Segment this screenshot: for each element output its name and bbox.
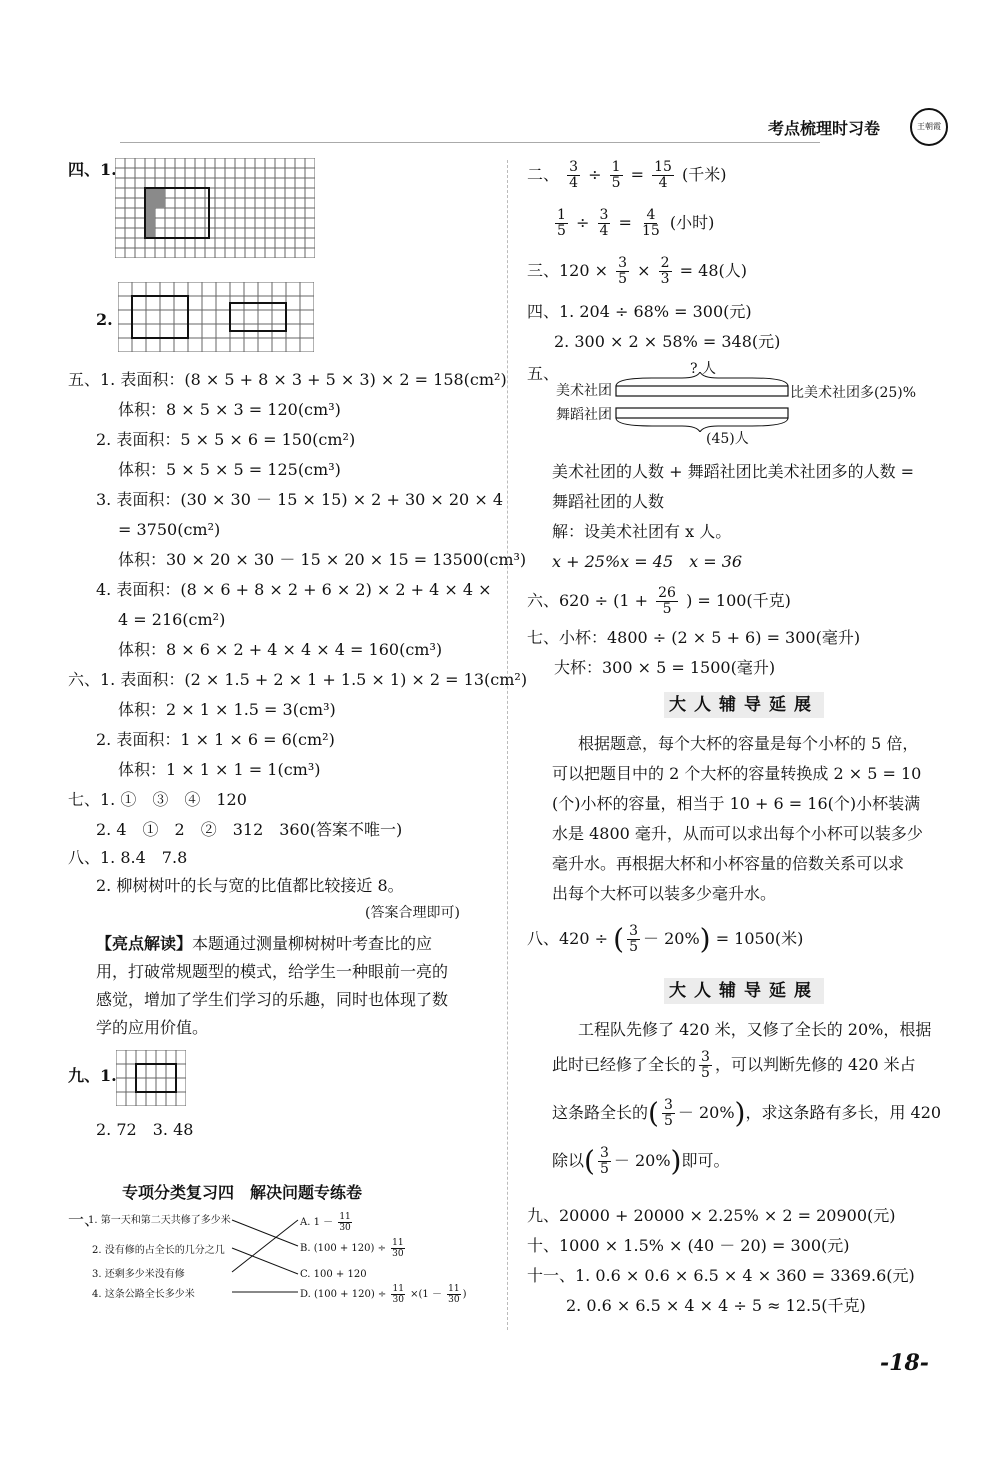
special-b bbox=[300, 1238, 407, 1259]
ext2-l3 bbox=[552, 1098, 941, 1129]
frac bbox=[567, 160, 580, 191]
left-highlight-l2: 用，打破常规题型的模式，给学生一种眼前一亮的 bbox=[96, 962, 449, 981]
den: 15 bbox=[642, 223, 660, 239]
lead: 八、420 ÷ bbox=[527, 929, 609, 948]
special-q3: 3. 还剩多少米没有修 bbox=[92, 1269, 185, 1280]
special-d-text: D. (100 + 120) ÷ bbox=[300, 1289, 387, 1300]
num: 3 bbox=[629, 923, 638, 939]
left-s5-l3: 2. 表面积：5 × 5 × 6 = 150(cm²) bbox=[96, 430, 356, 449]
lead: 二、 bbox=[527, 165, 560, 184]
right-s5-lead: 五、 bbox=[527, 364, 560, 383]
frac bbox=[656, 586, 678, 617]
left-s8-l1: 八、1. 8.4 7.8 bbox=[68, 848, 188, 867]
special-lead: 一、 bbox=[68, 1210, 101, 1229]
den: 3 bbox=[660, 271, 670, 287]
num: 1 bbox=[557, 207, 566, 223]
frac-den: 30 bbox=[448, 1295, 460, 1305]
special-title: 专项分类复习四 解决问题专练卷 bbox=[122, 1183, 363, 1202]
left-s5-l7: 体积：30 × 20 × 30 － 15 × 20 × 15 = 13500(cm³) bbox=[118, 550, 527, 569]
diagram-dance-label: 舞蹈社团 bbox=[556, 407, 612, 423]
text: ，可以判断先修的 420 米占 bbox=[714, 1055, 916, 1074]
frac bbox=[659, 256, 672, 287]
frac bbox=[699, 1050, 712, 1081]
ext1-l3: (个)小杯的容量，相当于 10 + 6 = 16(个)小杯装满 bbox=[552, 794, 921, 813]
segment-diagram bbox=[612, 372, 792, 432]
num: 3 bbox=[569, 159, 579, 175]
den: 5 bbox=[663, 1113, 673, 1129]
banner-2: 大人辅导延展 bbox=[664, 978, 824, 1004]
ext1-l1: 根据题意，每个大杯的容量是每个小杯的 5 倍， bbox=[578, 734, 919, 753]
ext2-l2 bbox=[552, 1050, 916, 1081]
special-a-text: A. 1 － bbox=[300, 1217, 334, 1228]
text: ，求这条路有多长，用 420 bbox=[745, 1103, 942, 1122]
right-s6 bbox=[527, 586, 791, 617]
lead: 三、120 × bbox=[527, 261, 609, 280]
special-d: D. (100 + 120) ÷ $\frac{11}{30}$ ×(1 － $\frac{11}{30}$ ) bbox=[300, 1284, 467, 1305]
special-b-frac bbox=[391, 1238, 404, 1259]
frac-den: 30 bbox=[392, 1295, 404, 1305]
result: (小时) bbox=[669, 213, 715, 232]
header-title: 考点梳理时习卷 bbox=[768, 119, 881, 138]
left-s8-l2: 2. 柳树树叶的长与宽的比值都比较接近 8。 bbox=[96, 876, 404, 895]
diagram-question: ? 人 bbox=[690, 361, 716, 377]
matching-lines bbox=[230, 1210, 302, 1300]
result: = 1050(米) bbox=[715, 929, 804, 948]
left-highlight-l1 bbox=[96, 934, 432, 954]
frac bbox=[640, 208, 662, 239]
num: 3 bbox=[599, 1145, 609, 1161]
ext1-l2: 可以把题目中的 2 个大杯的容量转换成 2 × 5 = 10 bbox=[552, 764, 922, 783]
lead: 六、620 ÷ (1 + bbox=[527, 591, 649, 610]
right-s11-l1: 十一、1. 0.6 × 0.6 × 6.5 × 4 × 360 = 3369.6(元) bbox=[527, 1266, 915, 1285]
paren-close: ) bbox=[734, 1096, 746, 1130]
frac bbox=[610, 160, 623, 191]
paren-open: ( bbox=[584, 1144, 595, 1178]
mid: － 20% bbox=[677, 1103, 735, 1122]
special-a-frac bbox=[338, 1212, 351, 1233]
right-s5-t1: 美术社团的人数 + 舞蹈社团比美术社团多的人数 = bbox=[552, 462, 915, 481]
right-s7-l2: 大杯：300 × 5 = 1500(毫升) bbox=[554, 658, 776, 677]
right-s11-l2: 2. 0.6 × 6.5 × 4 × 4 ÷ 5 ≈ 12.5(千克) bbox=[566, 1296, 866, 1315]
left-s5-l8: 4. 表面积：(8 × 6 + 8 × 2 + 6 × 2) × 2 + 4 × 4 × bbox=[96, 580, 492, 599]
left-s6-l1: 六、1. 表面积：(2 × 1.5 + 2 × 1 + 1.5 × 1) × 2 = 13(cm²) bbox=[68, 670, 528, 689]
den: 5 bbox=[662, 601, 672, 617]
ext2-l4 bbox=[552, 1146, 729, 1177]
frac bbox=[598, 1146, 611, 1177]
grid-figure-1 bbox=[115, 158, 315, 258]
text: 这条路全长的 bbox=[552, 1103, 649, 1122]
num: 3 bbox=[701, 1049, 710, 1065]
diagram-art-label: 美术社团 bbox=[556, 383, 612, 399]
left-highlight-l3: 感觉，增加了学生们学习的乐趣，同时也体现了数 bbox=[96, 990, 449, 1009]
left-s8-l3: (答案合理即可) bbox=[365, 905, 460, 921]
special-q2: 2. 没有修的占全长的几分之几 bbox=[92, 1245, 225, 1256]
frac bbox=[598, 208, 611, 239]
left-s5-l5: 3. 表面积：(30 × 30 － 15 × 15) × 2 + 30 × 20 × 4 bbox=[96, 490, 503, 509]
right-s4-l1: 四、1. 204 ÷ 68% = 300(元) bbox=[527, 302, 752, 321]
left-s9-l1: 九、1. bbox=[68, 1066, 117, 1085]
den: 5 bbox=[557, 223, 566, 239]
frac-den: 30 bbox=[339, 1223, 351, 1233]
den: 5 bbox=[629, 939, 638, 955]
den: 5 bbox=[611, 175, 621, 191]
paren-close: ) bbox=[670, 1144, 682, 1178]
special-b-text: B. (100 + 120) ÷ bbox=[300, 1243, 386, 1254]
diagram-more-label: 比美术社团多(25)% bbox=[790, 385, 917, 401]
frac bbox=[627, 924, 640, 955]
special-a bbox=[300, 1212, 354, 1233]
den: 4 bbox=[569, 175, 579, 191]
left-s6-l4: 体积：1 × 1 × 1 = 1(cm³) bbox=[118, 760, 321, 779]
num: 1 bbox=[611, 159, 621, 175]
frac bbox=[616, 256, 629, 287]
left-s7-l1: 七、1. ① ③ ④ 120 bbox=[68, 790, 247, 809]
frac-num: 11 bbox=[339, 1212, 351, 1222]
result: (千米) bbox=[682, 165, 727, 184]
frac bbox=[652, 160, 674, 191]
ext1-l4: 水是 4800 毫升，从而可以求出每个小杯可以装多少 bbox=[552, 824, 923, 843]
num: 2 bbox=[660, 255, 670, 271]
left-s4-l1: 四、1. bbox=[68, 160, 117, 179]
frac bbox=[662, 1098, 675, 1129]
frac-num: 11 bbox=[448, 1284, 460, 1294]
num: 26 bbox=[658, 585, 676, 601]
right-s8 bbox=[527, 924, 803, 955]
left-s9-l2: 2. 72 3. 48 bbox=[96, 1120, 194, 1139]
num: 4 bbox=[646, 207, 656, 223]
right-s4-l2: 2. 300 × 2 × 58% = 348(元) bbox=[554, 332, 781, 351]
right-s5-t2: 舞蹈社团的人数 bbox=[552, 492, 665, 511]
special-d-frac bbox=[391, 1284, 404, 1305]
header-bar bbox=[120, 108, 960, 144]
mid: － 20% bbox=[613, 1151, 671, 1170]
grid-figure-2 bbox=[118, 282, 314, 352]
ext1-l6: 出每个大杯可以装多少毫升水。 bbox=[552, 884, 777, 903]
grid-figure-9 bbox=[116, 1050, 186, 1106]
result: = 48(人) bbox=[679, 261, 747, 280]
one: 1 bbox=[422, 1289, 429, 1300]
page-number: -18- bbox=[880, 1350, 929, 1376]
text: 即可。 bbox=[681, 1151, 730, 1170]
ext1-l5: 毫升水。再根据大杯和小杯容量的倍数关系可以求 bbox=[552, 854, 905, 873]
frac-den: 30 bbox=[392, 1249, 404, 1259]
logo-badge: 王朝霞 bbox=[910, 108, 948, 146]
text: 此时已经修了全长的 bbox=[552, 1055, 697, 1074]
right-s3: 三、120 × $\frac{3}{5}$ × $\frac{2}{3}$ = 48(人) bbox=[527, 255, 747, 287]
header-line bbox=[120, 142, 820, 143]
num: 3 bbox=[663, 1097, 673, 1113]
den: 5 bbox=[618, 271, 628, 287]
left-s5-l2: 体积：8 × 5 × 3 = 120(cm³) bbox=[118, 400, 341, 419]
paren-close: ) bbox=[699, 922, 711, 956]
frac bbox=[555, 208, 568, 239]
left-s5-l4: 体积：5 × 5 × 5 = 125(cm³) bbox=[118, 460, 341, 479]
mid: － 20% bbox=[643, 929, 700, 948]
result: ) = 100(千克) bbox=[686, 591, 791, 610]
highlight-tag: 【亮点解读】 bbox=[96, 934, 193, 953]
left-s6-l2: 体积：2 × 1 × 1.5 = 3(cm³) bbox=[118, 700, 336, 719]
right-s2-eq2: $\frac{1}{5}$ ÷ $\frac{3}{4}$ = $\frac{4}{15}$ (小时) bbox=[557, 207, 715, 239]
left-s5-l6: = 3750(cm²) bbox=[118, 520, 221, 539]
left-s7-l2: 2. 4 ① 2 ② 312 360(答案不唯一) bbox=[96, 820, 403, 839]
right-s5-t3: 解：设美术社团有 x 人。 bbox=[552, 522, 732, 541]
den: 4 bbox=[658, 175, 668, 191]
left-s5-l1: 五、1. 表面积：(8 × 5 + 8 × 3 + 5 × 3) × 2 = 158(cm²) bbox=[68, 370, 507, 389]
right-s9: 九、20000 + 20000 × 2.25% × 2 = 20900(元) bbox=[527, 1206, 896, 1225]
left-s5-l9: 4 = 216(cm²) bbox=[118, 610, 226, 629]
highlight-text-1: 本题通过测量柳树树叶考查比的应 bbox=[192, 934, 433, 953]
column-divider bbox=[507, 160, 508, 1330]
den: 4 bbox=[599, 223, 609, 239]
right-s7-l1: 七、小杯：4800 ÷ (2 × 5 + 6) = 300(毫升) bbox=[527, 628, 861, 647]
right-s10: 十、1000 × 1.5% × (40 － 20) = 300(元) bbox=[527, 1236, 850, 1255]
special-c: C. 100 + 120 bbox=[300, 1269, 367, 1280]
num: 15 bbox=[654, 159, 672, 175]
banner-1: 大人辅导延展 bbox=[664, 692, 824, 718]
special-q4: 4. 这条公路全长多少米 bbox=[92, 1289, 195, 1300]
num: 3 bbox=[599, 207, 609, 223]
right-s2-eq1: 二、 $\frac{3}{4}$ ÷ $\frac{1}{5}$ = $\frac{15}{4}$ (千米) bbox=[527, 159, 727, 191]
text: 除以 bbox=[552, 1151, 585, 1170]
den: 5 bbox=[701, 1065, 710, 1081]
special-q1: 1. 第一天和第二天共修了多少米 bbox=[88, 1215, 231, 1226]
paren-open: ( bbox=[613, 922, 625, 956]
left-highlight-l4: 学的应用价值。 bbox=[96, 1018, 209, 1037]
num: 3 bbox=[618, 255, 628, 271]
diagram-total-label: (45)人 bbox=[706, 431, 749, 447]
ext2-l1: 工程队先修了 420 米，又修了全长的 20%，根据 bbox=[578, 1020, 932, 1039]
left-s6-l3: 2. 表面积：1 × 1 × 6 = 6(cm²) bbox=[96, 730, 335, 749]
paren-open: ( bbox=[648, 1096, 659, 1130]
frac-num: 11 bbox=[392, 1238, 404, 1248]
special-d-frac2 bbox=[447, 1284, 460, 1305]
frac-num: 11 bbox=[392, 1284, 404, 1294]
left-s5-l10: 体积：8 × 6 × 2 + 4 × 4 × 4 = 160(cm³) bbox=[118, 640, 443, 659]
right-s5-t4: x + 25%x = 45 x = 36 bbox=[552, 552, 743, 571]
left-s4-l2: 2. bbox=[96, 310, 113, 329]
den: 5 bbox=[599, 1161, 609, 1177]
